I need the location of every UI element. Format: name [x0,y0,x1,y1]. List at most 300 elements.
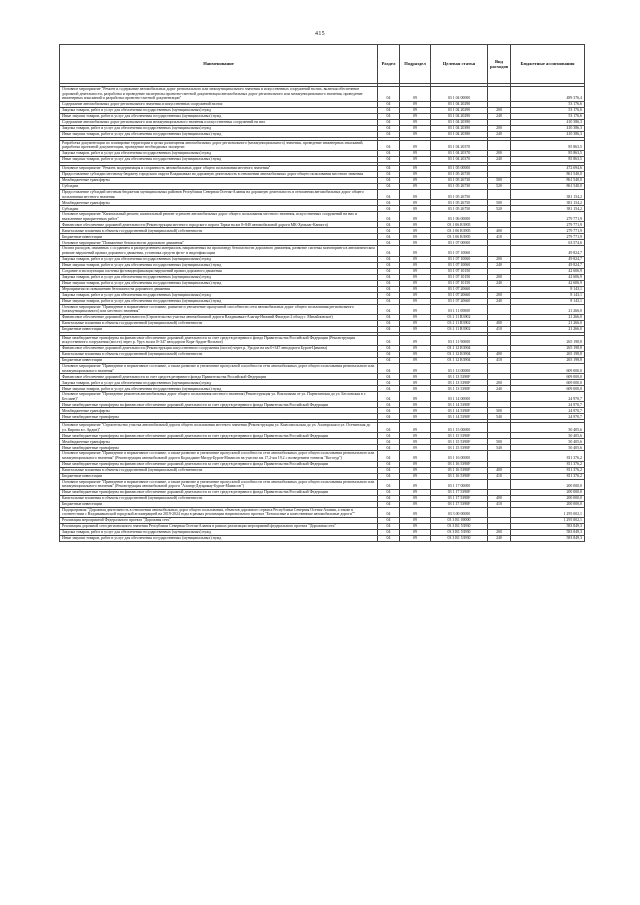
row-amount: 8 143,1 [511,286,585,292]
row-target-article: 03 1 11 R3902 [431,326,488,332]
row-target-article: 03 1 16 5390F [431,473,488,479]
row-section: 04 [378,467,400,473]
row-expense-type: 500 [488,439,511,445]
row-subsection: 09 [400,280,431,286]
row-target-article: 03 1 07 10060 [431,246,488,256]
row-name: Иные закупки товаров, работ и услуг для обеспечения государственных (муниципальных) нужд [60,536,378,542]
row-name: Финансовое обеспечение дорожной деятельности (Реконструкция местного городского порога Тарки на км 0+840 автомобильной дороги МК-Хумалаг-Канисга) [60,222,378,228]
row-name: Оплата расходов, связанных с созданием и распределением материалов, направленных на пропаганду безопасности дорожного движения, развитие системы мониторинга в автоматическом режиме нарушений правил дорожного движения, установка средств фото- и видеофиксации [60,246,378,256]
row-section: 04 [378,140,400,150]
row-subsection: 09 [400,262,431,268]
row-target-article: 03 1 13 00000 [431,363,488,373]
row-section: 04 [378,156,400,162]
row-name: Иные закупки товаров, работ и услуг для обеспечения государственных (муниципальных) нужд [60,386,378,392]
row-expense-type: 240 [488,131,511,137]
row-expense-type [488,189,511,199]
row-name: Финансовое обеспечение дорожной деятельности (Строительство участка автомобильной дороги Владикавказ-Алагир-Нижний Фиагдон 2 обход с. Михайловское) [60,314,378,320]
row-section: 04 [378,473,400,479]
row-amount: 24 970,7 [511,402,585,408]
row-name: Бюджетные инвестиции [60,357,378,363]
row-amount: 49 824,7 [511,246,585,256]
row-target-article: 03 1 04 20390 [431,131,488,137]
row-name: Межбюджетные трансферты [60,200,378,206]
row-expense-type: 400 [488,467,511,473]
row-section: 04 [378,433,400,439]
row-subsection: 09 [400,357,431,363]
row-section: 04 [378,489,400,495]
row-section: 04 [378,200,400,206]
row-name: Разработка документации по планировке территории в целях размещения автомобильных дорог регионального (межмуниципального) значения, проведение инженерных изысканий, разработка проектной документации, проведение необходимых экспертиз [60,140,378,150]
row-subsection: 09 [400,246,431,256]
row-subsection: 09 [400,256,431,262]
row-subsection: 09 [400,274,431,280]
row-section: 04 [378,171,400,177]
row-amount: 381 154,2 [511,200,585,206]
row-target-article: 03 1 12 R3904 [431,345,488,351]
row-subsection: 09 [400,156,431,162]
row-subsection: 09 [400,335,431,345]
row-section: 04 [378,335,400,345]
row-subsection: 09 [400,171,431,177]
row-subsection: 09 [400,298,431,304]
row-section: 04 [378,351,400,357]
table-row [60,87,585,102]
row-target-article: 03 1 05 26730 [431,171,488,177]
table-row [60,451,585,461]
row-section: 04 [378,495,400,501]
row-amount: 200 000,0 [511,495,585,501]
row-expense-type: 240 [488,113,511,119]
row-name: Мероприятия по повышению безопасности дорожного движения [60,286,378,292]
page-number: 415 [315,31,325,37]
row-subsection: 09 [400,473,431,479]
row-name: Содержание автомобильных дорог регионального значения и искусственных сооружений на них [60,101,378,107]
row-amount: 279 771,9 [511,228,585,234]
row-subsection: 09 [400,326,431,332]
row-target-article: 03 1 11 R3902 [431,314,488,320]
row-amount: 21 266,0 [511,314,585,320]
row-subsection: 09 [400,489,431,495]
row-name: Капитальные вложения в объекты государственной (муниципальной) собственности [60,320,378,326]
row-name: Основное мероприятие "Проведение ремонтов автомобильных дорог общего пользования местного значения (Реконструкция ул. Вокзальная от ул. Партизанская до ул. Бесланская в г. Беслане)" [60,392,378,402]
row-subsection: 09 [400,107,431,113]
header-section: Раздел [378,45,400,84]
row-name: Предоставление субсидии местному бюджету городского округа Владикавказ на дорожную деятельность в отношении автомобильных дорог общего пользования местного значения [60,171,378,177]
row-subsection: 09 [400,119,431,125]
row-subsection: 09 [400,380,431,386]
row-subsection: 09 [400,363,431,373]
row-name: Иные закупки товаров, работ и услуг для обеспечения государственных (муниципальных) нужд [60,156,378,162]
table-row [60,363,585,373]
row-name: Основное мероприятие "Капитальный ремонт, капитальный ремонт и ремонт автомобильных дорог общего пользования местного значения, искусственных сооружений на них и выполнение приоритетных работ" [60,212,378,222]
row-subsection: 09 [400,212,431,222]
row-target-article: 03 1 15 5390F [431,433,488,439]
row-section: 04 [378,363,400,373]
row-expense-type: 240 [488,156,511,162]
row-name: Основное мероприятие "Приведение в нормативное состояние, а также развитие и увеличение пропускной способности сети автомобильных дорог общего пользования регионального или межмуниципального значения" (Реконструкция автомобильной дороги Кодахджин-Мизур-Бурон-Мамисон на участке км 17,2-км 19,2 с возведением тоннеля "Когогур") [60,451,378,461]
row-name: Основное мероприятие "Приведение в нормативное состояние, а также развитие и увеличение пропускной способности сети автомобильных дорог общего пользования регионального или межмуниципального значения" (Реконструкция автомобильной дороги "Алагир-Дзуарикау-Бурон-Мамисон") [60,479,378,489]
row-section: 04 [378,125,400,131]
row-name: Капитальные вложения в объекты государственной (муниципальной) собственности [60,228,378,234]
row-section: 04 [378,256,400,262]
row-target-article: 03 1 14 5390F [431,408,488,414]
row-name: Иные закупки товаров, работ и услуг для обеспечения государственных (муниципальных) нужд [60,113,378,119]
row-section: 04 [378,212,400,222]
row-section: 04 [378,479,400,489]
row-expense-type: 200 [488,292,511,298]
row-name: Иные закупки товаров, работ и услуг для обеспечения государственных (муниципальных) нужд [60,298,378,304]
row-amount: 489 376,4 [511,87,585,102]
row-expense-type: 520 [488,206,511,212]
row-section: 04 [378,392,400,402]
row-target-article: 03 1 17 00000 [431,479,488,489]
row-section: 04 [378,262,400,268]
row-section: 04 [378,150,400,156]
row-amount: 265 198,8 [511,345,585,351]
row-expense-type [488,87,511,102]
row-section: 04 [378,380,400,386]
row-subsection: 09 [400,222,431,228]
header-subsection: Подраздел [400,45,431,84]
row-section: 04 [378,101,400,107]
row-section: 04 [378,320,400,326]
row-subsection: 09 [400,467,431,473]
row-subsection: 09 [400,189,431,199]
row-subsection: 09 [400,314,431,320]
table-row [60,479,585,489]
row-expense-type [488,140,511,150]
row-name: Межбюджетные трансферты [60,408,378,414]
row-name: Капитальные вложения в объекты государственной (муниципальной) собственности [60,495,378,501]
table-body [60,84,585,542]
row-amount: 200 000,0 [511,501,585,507]
row-section: 04 [378,536,400,542]
row-target-article: 03 1 04 20390 [431,125,488,131]
row-name: Иные закупки товаров, работ и услуг для обеспечения государственных (муниципальных) нужд [60,131,378,137]
row-target-article: 03 3 R1 00000 [431,518,488,524]
row-name: Иные межбюджетные трансферты [60,414,378,420]
row-amount: 410 386,3 [511,125,585,131]
row-section: 04 [378,451,400,461]
row-amount: 861 540,0 [511,183,585,189]
row-name: Иные межбюджетные трансферты на финансовое обеспечение дорожной деятельности за счет средств резервного фонда Правительства Российской Федерации [60,489,378,495]
row-name: Основное мероприятие "Приведение в нормативное состояние, а также развитие и увеличение пропускной способности сети автомобильных дорог общего пользования регионального или межмуниципального значения" [60,363,378,373]
row-target-article: 03 1 13 5390F [431,386,488,392]
row-subsection: 09 [400,140,431,150]
row-amount: 50 405,6 [511,439,585,445]
row-expense-type [488,507,511,517]
row-section: 04 [378,286,400,292]
budget-allocation-table [59,44,585,542]
row-target-article: 03 1 14 5390F [431,402,488,408]
row-expense-type: 500 [488,408,511,414]
table-row [60,392,585,402]
row-section: 04 [378,246,400,256]
row-subsection: 09 [400,292,431,298]
row-target-article: 03 1 06 R3905 [431,234,488,240]
row-subsection: 09 [400,530,431,536]
row-name: Закупка товаров, работ и услуг для обеспечения государственных (муниципальных) нужд [60,530,378,536]
row-amount: 24 970,7 [511,392,585,402]
row-amount: 53 176,6 [511,113,585,119]
row-target-article: 03 1 05 26730 [431,177,488,183]
row-target-article: 03 1 04 20290 [431,101,488,107]
row-subsection: 09 [400,501,431,507]
row-section: 04 [378,357,400,363]
row-target-article: 03 1 04 20370 [431,150,488,156]
row-amount: 583 849,3 [511,524,585,530]
row-target-article: 03 1 16 5390F [431,461,488,467]
row-amount: 472 694,6 [511,165,585,171]
row-target-article: 03 1 12 R3904 [431,357,488,363]
row-section: 04 [378,439,400,445]
row-name: Реализация мероприятий Федерального проекта "Дорожная сеть" [60,518,378,524]
row-amount: 8 143,1 [511,292,585,298]
row-amount: 861 540,0 [511,171,585,177]
row-expense-type: 240 [488,262,511,268]
row-name: Основное мероприятие "Ремонт, модернизация и сохранность автомобильных дорог общего пользования местного значения" [60,165,378,171]
row-section: 04 [378,374,400,380]
row-target-article: 03 3 R1 53930 [431,530,488,536]
row-target-article: 03 1 07 10150 [431,280,488,286]
row-name: Предоставление субсидий местным бюджетам муниципальных районов Республики Северная Осетия-Алания на дорожную деятельность в отношении автомобильных дорог общего пользования местного значения [60,189,378,199]
row-subsection: 09 [400,386,431,392]
row-name: Межбюджетные трансферты [60,177,378,183]
row-name: Субсидии [60,183,378,189]
row-section: 04 [378,414,400,420]
row-expense-type: 520 [488,183,511,189]
row-expense-type: 200 [488,256,511,262]
row-expense-type: 410 [488,234,511,240]
row-amount: 49 824,7 [511,262,585,268]
row-section: 04 [378,87,400,102]
row-expense-type [488,304,511,314]
row-subsection: 09 [400,131,431,137]
row-target-article: 03 1 13 5390F [431,374,488,380]
table-row [60,189,585,199]
row-section: 04 [378,107,400,113]
row-subsection: 09 [400,408,431,414]
row-amount: 85 863,5 [511,150,585,156]
row-name: Подпрограмма "Дорожная деятельность в отношении автомобильных дорог общего пользования, объектов дорожного сервиса Республики Северная Осетия-Алания, а также в соответствии с Владикавказской городской агломерацией на 2019-2024 годы в рамках реализации национального проекта "Безопасные и качественные автомобильные дороги"" [60,507,378,517]
row-target-article: 03 1 07 00000 [431,240,488,246]
row-target-article: 03 1 15 00000 [431,423,488,433]
row-name: Капитальные вложения в объекты государственной (муниципальной) собственности [60,467,378,473]
row-subsection: 09 [400,392,431,402]
row-target-article: 03 1 07 10060 [431,262,488,268]
row-name: Закупка товаров, работ и услуг для обеспечения государственных (муниципальных) нужд [60,256,378,262]
row-subsection: 09 [400,351,431,357]
row-section: 04 [378,304,400,314]
row-amount: 609 000,0 [511,386,585,392]
row-target-article: 03 1 12 R3904 [431,351,488,357]
row-name: Бюджетные инвестиции [60,234,378,240]
row-expense-type: 400 [488,351,511,357]
row-name: Создание и эксплуатация системы фотовидеофиксации нарушений правил дорожного движения [60,268,378,274]
row-amount: 265 198,8 [511,351,585,357]
row-amount: 85 863,5 [511,156,585,162]
row-amount: 50 405,6 [511,423,585,433]
row-amount: 583 849,3 [511,536,585,542]
row-section: 04 [378,177,400,183]
row-expense-type [488,479,511,489]
row-target-article: 03 1 17 5390F [431,501,488,507]
table-row [60,140,585,150]
row-subsection: 09 [400,165,431,171]
row-subsection: 09 [400,304,431,314]
row-target-article: 03 1 04 20390 [431,119,488,125]
row-subsection: 09 [400,286,431,292]
row-target-article: 03 1 07 20660 [431,292,488,298]
row-expense-type: 540 [488,445,511,451]
row-name: Иные межбюджетные трансферты [60,445,378,451]
row-amount: 42 606,9 [511,274,585,280]
row-subsection: 09 [400,374,431,380]
row-amount: 811 376,2 [511,461,585,467]
row-section: 04 [378,408,400,414]
row-expense-type: 410 [488,357,511,363]
row-target-article: 03 3 R1 53930 [431,524,488,530]
row-section: 04 [378,501,400,507]
row-amount: 49 824,7 [511,256,585,262]
row-amount: 279 771,9 [511,234,585,240]
row-amount: 50 405,6 [511,445,585,451]
row-target-article: 03 1 13 5390F [431,380,488,386]
row-section: 04 [378,280,400,286]
row-subsection: 09 [400,451,431,461]
row-amount: 861 540,0 [511,177,585,183]
row-expense-type: 410 [488,473,511,479]
row-amount: 609 000,0 [511,363,585,373]
header-amount: Бюджетные ассигнования [511,45,585,84]
row-subsection: 09 [400,439,431,445]
row-subsection: 09 [400,445,431,451]
row-name: Бюджетные инвестиции [60,473,378,479]
row-name: Реализация дорожной сети регионального значения Республики Северная Осетия-Алания в рамках реализации мероприятий федерального проекта "Дорожная сеть" [60,524,378,530]
row-expense-type: 200 [488,125,511,131]
row-name: Финансовое обеспечение дорожной деятельности (Реконструкция искусственного сооружения (моста) через р. Урсдон на км 0+347 автодороги Бурон-Цимиты) [60,345,378,351]
row-name: Содержание автомобильных дорог регионального или межмуниципального значения и искусственных сооружений на них [60,119,378,125]
row-target-article: 03 1 11 90000 [431,335,488,345]
row-expense-type: 500 [488,177,511,183]
row-target-article: 03 1 07 10150 [431,274,488,280]
row-expense-type: 240 [488,536,511,542]
row-subsection: 09 [400,536,431,542]
row-amount: 200 000,0 [511,489,585,495]
row-subsection: 09 [400,524,431,530]
row-expense-type [488,392,511,402]
row-expense-type: 240 [488,386,511,392]
row-target-article: 03 1 06 R3905 [431,222,488,228]
row-amount: 811 376,2 [511,473,585,479]
row-amount: 21 266,0 [511,326,585,332]
row-amount: 609 000,0 [511,380,585,386]
row-amount: 21 266,0 [511,304,585,314]
row-target-article: 03 3 00 00000 [431,507,488,517]
row-amount: 24 970,7 [511,414,585,420]
row-section: 04 [378,240,400,246]
row-section: 04 [378,445,400,451]
row-target-article: 03 1 15 5390F [431,445,488,451]
row-target-article: 03 1 17 5390F [431,489,488,495]
row-section: 04 [378,423,400,433]
row-section: 04 [378,274,400,280]
header-target-article: Целевая статья [431,45,488,84]
row-subsection: 09 [400,507,431,517]
row-section: 04 [378,292,400,298]
row-expense-type: 200 [488,530,511,536]
row-amount: 609 000,0 [511,374,585,380]
row-target-article: 03 1 04 00000 [431,87,488,102]
row-name: Межбюджетные трансферты [60,439,378,445]
row-subsection: 09 [400,234,431,240]
row-amount: 53 176,6 [511,101,585,107]
row-subsection: 09 [400,495,431,501]
row-target-article: 03 1 05 00000 [431,165,488,171]
row-target-article: 03 1 04 20370 [431,156,488,162]
row-expense-type: 240 [488,280,511,286]
row-amount: 381 154,2 [511,206,585,212]
header-expense-type: Вид расходов [488,45,511,84]
row-section: 04 [378,113,400,119]
row-section: 04 [378,507,400,517]
row-name: Финансовое обеспечение дорожной деятельности за счет средств резервного фонда Правительства Российской Федерации [60,374,378,380]
row-subsection: 09 [400,200,431,206]
row-expense-type: 400 [488,495,511,501]
row-expense-type [488,363,511,373]
row-expense-type: 410 [488,326,511,332]
row-name: Закупка товаров, работ и услуг для обеспечения государственных (муниципальных) нужд [60,107,378,113]
row-target-article: 03 1 04 20290 [431,113,488,119]
row-amount: 53 176,6 [511,107,585,113]
row-name: Бюджетные инвестиции [60,501,378,507]
row-section: 04 [378,326,400,332]
row-expense-type: 200 [488,150,511,156]
row-section: 04 [378,206,400,212]
row-name: Закупка товаров, работ и услуг для обеспечения государственных (муниципальных) нужд [60,150,378,156]
row-target-article: 03 1 14 5390F [431,414,488,420]
row-amount: 50 405,6 [511,433,585,439]
row-subsection: 09 [400,113,431,119]
row-amount: 1 295 002,1 [511,518,585,524]
row-name: Основное мероприятие "Повышение безопасности дорожного движения" [60,240,378,246]
row-expense-type [488,212,511,222]
row-amount: 811 376,2 [511,467,585,473]
row-amount: 410 386,3 [511,131,585,137]
row-amount: 1 295 002,1 [511,507,585,517]
row-target-article: 03 1 05 26750 [431,206,488,212]
row-name: Иные межбюджетные трансферты на финансовое обеспечение дорожной деятельности за счет средств резервного фонда Правительства Российской Федерации [60,433,378,439]
row-subsection: 09 [400,433,431,439]
header-name: Наименование [60,45,378,84]
row-amount: 85 863,5 [511,140,585,150]
row-expense-type [488,335,511,345]
row-name: Основное мероприятие "Ремонт и содержание автомобильных дорог регионального или межмуниципального значения и искусственных сооружений на них, включая обеспечение дорожной деятельности, разработка и проведение экспертизы проектно-сметной документации автомобильных дорог регионального или межмуниципального значения, проведение инженерных изысканий и разработка проектно-сметной документации" [60,87,378,102]
row-subsection: 09 [400,402,431,408]
row-expense-type: 200 [488,380,511,386]
row-target-article: 03 1 16 5390F [431,467,488,473]
header-row [60,45,585,84]
row-subsection: 09 [400,461,431,467]
row-expense-type [488,451,511,461]
row-target-article: 03 1 11 00000 [431,304,488,314]
row-expense-type [488,423,511,433]
row-amount: 63 574,6 [511,240,585,246]
row-name: Основное мероприятие "Приведение в нормативное состояние, развитие и увеличение пропускной способности сети автомобильных дорог общего пользования регионального (межмуниципального) или местного значения" [60,304,378,314]
row-section: 04 [378,119,400,125]
row-section: 04 [378,222,400,228]
row-name: Бюджетные инвестиции [60,326,378,332]
